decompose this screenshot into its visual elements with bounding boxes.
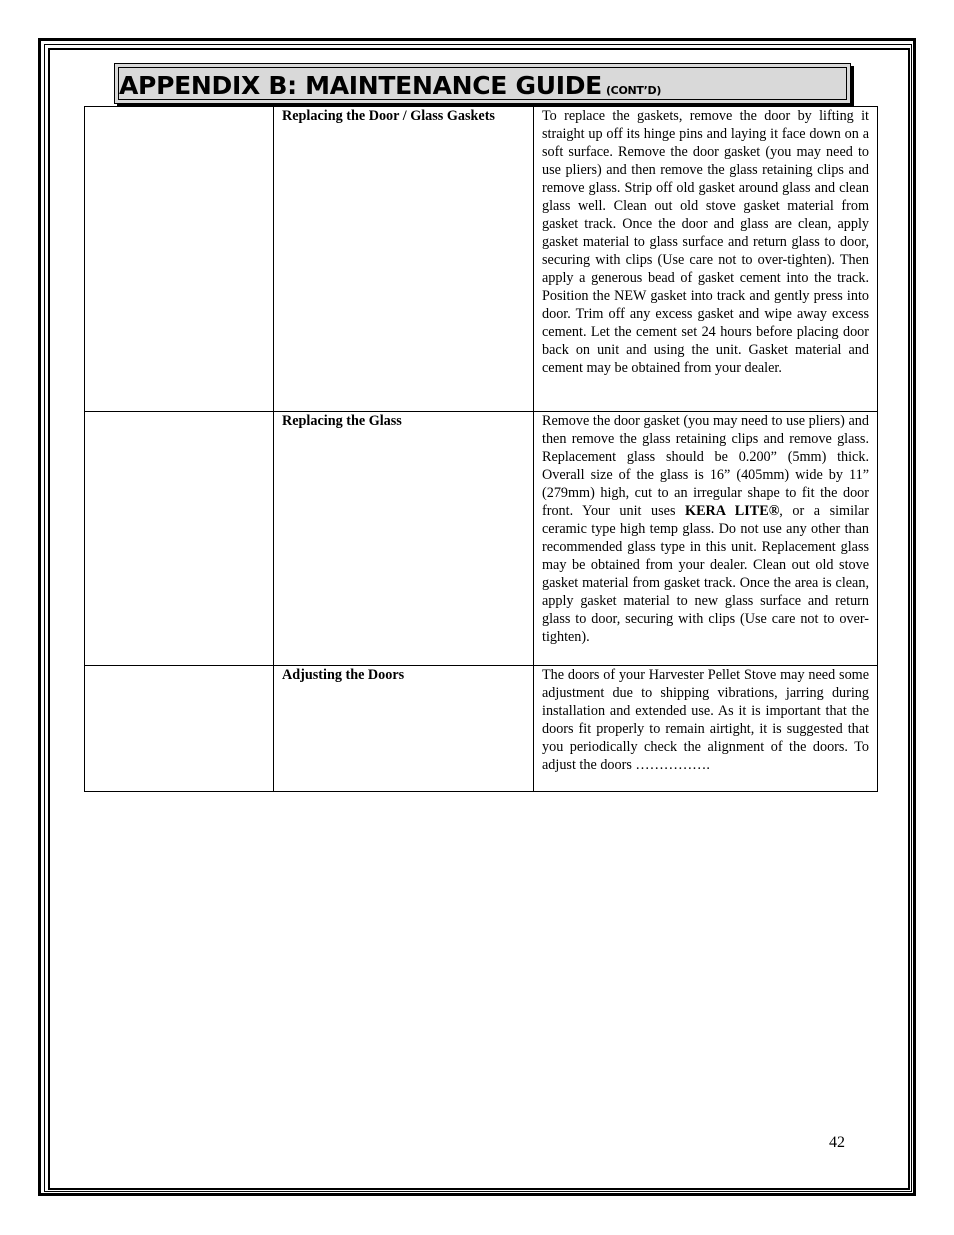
section-title-main: APPENDIX B: MAINTENANCE GUIDE — [119, 71, 602, 100]
empty-cell — [85, 666, 274, 792]
table-row — [85, 666, 878, 792]
description-cell — [534, 412, 878, 666]
topic-cell: Replacing the Door / Glass Gaskets — [274, 107, 534, 412]
section-title — [119, 71, 661, 100]
empty-cell — [85, 107, 274, 412]
page-number: 42 — [829, 1134, 845, 1151]
table-row — [85, 107, 878, 412]
description-cell: The doors of your Harvester Pellet Stove may need some adjustment due to shipping vibrations, jarring during installation and extended use. As it is important that the doors fit properly to remain airtight, it is suggested that you periodically check the alignment of the doors. To adjust the doors ……………. — [534, 666, 878, 792]
empty-cell — [85, 412, 274, 666]
topic-cell: Replacing the Glass — [274, 412, 534, 666]
description-cell: To replace the gaskets, remove the door by lifting it straight up off its hinge pins and laying it face down on a soft surface. Remove the door gasket (you may need to use pliers) and then remove the glass retaining clips and remove glass. Strip off old gasket around glass and clean glass well. Clean out old stove gasket material from gasket track. Once the door and glass are clean, apply gasket material to glass surface and return glass to door, securing with clips (Use care not to over-tighten). Then apply a generous bead of gasket cement into the track. Position the NEW gasket into track and gently press into door. Trim off any excess gasket and wipe away excess cement. Let the cement set 24 hours before placing door back on unit and using the unit. Gasket material and cement may be obtained from your dealer. — [534, 107, 878, 412]
table-row — [85, 412, 878, 666]
description-text: , or a similar ceramic type high temp glass. Do not use any other than recommended glass type in this unit. Replacement glass may be obtained from your dealer. Clean out old stove gasket material from gasket track. Once the area is clean, apply gasket material to new glass surface and return glass to door, securing with clips (Use care not to over-tighten). — [542, 503, 869, 645]
glass-brand-name: KERA LITE® — [685, 503, 780, 519]
section-title-suffix: (CONT’D) — [605, 84, 662, 97]
topic-cell: Adjusting the Doors — [274, 666, 534, 792]
section-title-box — [114, 63, 851, 104]
description-text: Remove the door gasket (you may need to use pliers) and then remove the glass retaining clips and remove glass. Replacement glass should be 0.200” (5mm) thick. Overall size of the glass is 16” (405mm) wide by 11” (279mm) high, cut to an irregular shape to fit the door front. Your unit uses — [542, 413, 869, 519]
maintenance-table — [84, 106, 878, 792]
